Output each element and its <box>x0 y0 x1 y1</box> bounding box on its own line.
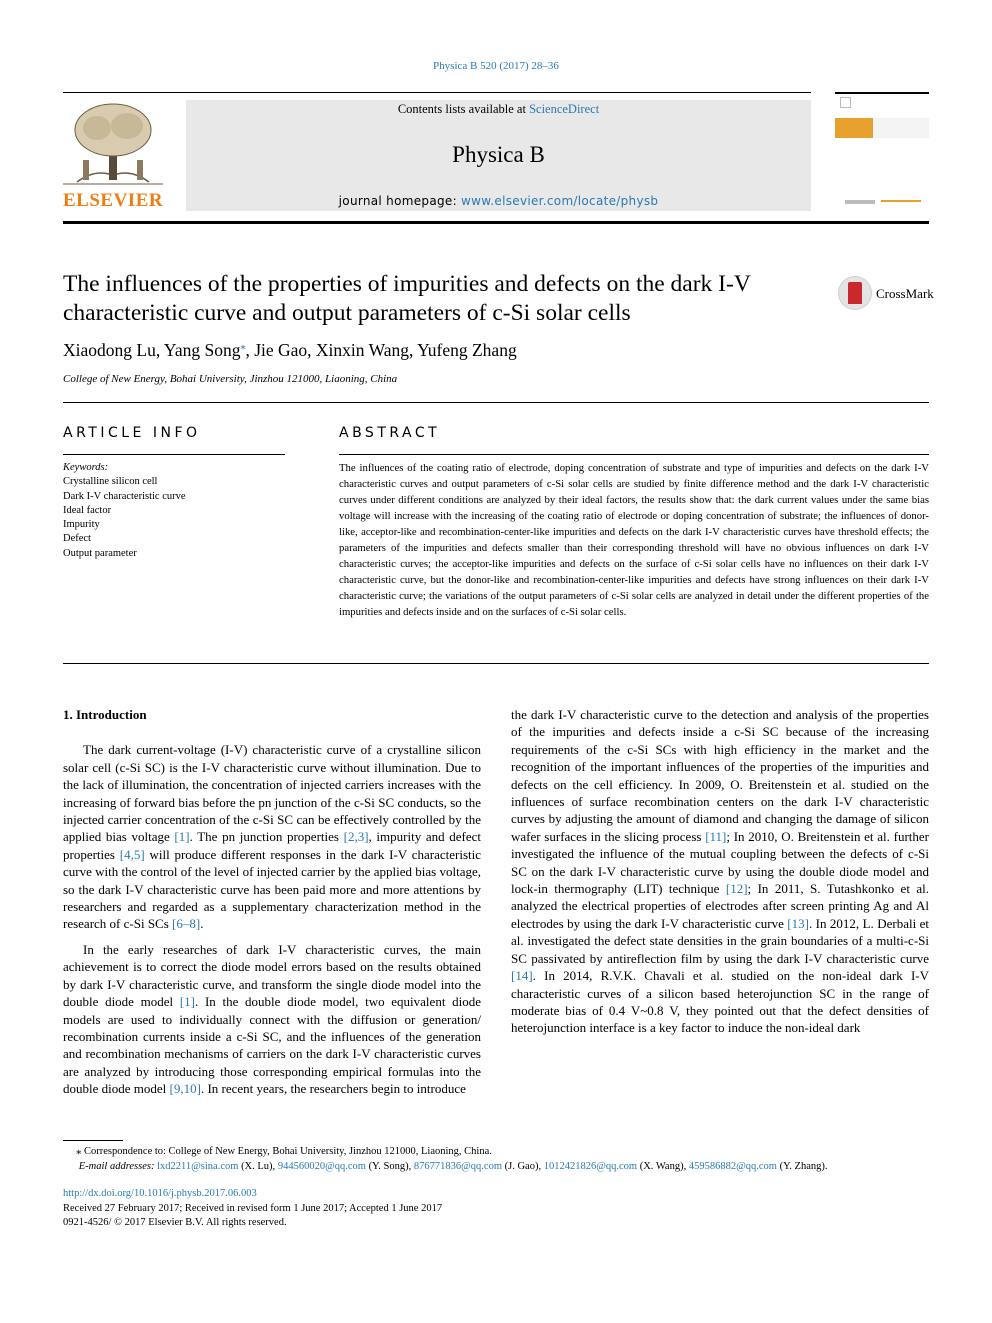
footnote-rule <box>63 1140 123 1141</box>
cover-footer-logo <box>845 200 875 204</box>
reference-link[interactable]: [14] <box>511 968 533 984</box>
journal-citation[interactable]: Physica B 520 (2017) 28–36 <box>433 60 559 72</box>
cover-title-block <box>835 118 873 138</box>
cover-mini-logo <box>840 97 851 108</box>
doi-link[interactable]: http://dx.doi.org/10.1016/j.physb.2017.06.003 <box>63 1188 257 1199</box>
crossmark-button[interactable] <box>838 276 938 312</box>
corresponding-author-mark[interactable]: ⁎ <box>240 341 246 353</box>
footnotes <box>63 1144 929 1174</box>
paragraph-text: In 2014, R.V.K. Chavali et al. studied on the non-ideal dark I-V characteristic curves of a silicon based heterojunction SC in the range of moderate bias of 0.4 V~0.8 V, they pointed out that the defect densities of heterojunction interface is a key factor to induce the non-ideal dark <box>511 968 929 1036</box>
cover-footer-rule <box>881 200 921 202</box>
reference-link[interactable]: [4,5] <box>119 846 145 862</box>
keyword-item: Crystalline silicon cell <box>63 476 158 488</box>
correspondence-text: Correspondence to: College of New Energy, Bohai University, Jinzhou 121000, Liaoning, China. <box>81 1146 492 1157</box>
authors-part-1: Xiaodong Lu, Yang Song <box>63 340 241 360</box>
reference-link[interactable]: [9,10] <box>169 1081 201 1097</box>
homepage-line <box>186 194 811 208</box>
email-addresses <box>63 1159 929 1174</box>
abstract-heading: ABSTRACT <box>339 425 441 441</box>
email-link[interactable]: 1012421826@qq.com <box>543 1161 638 1172</box>
journal-name: Physica B <box>452 142 545 167</box>
elsevier-logo[interactable] <box>63 100 163 212</box>
contents-line <box>186 102 811 117</box>
paragraph-text: . In recent years, the researchers begin to introduce <box>200 1081 466 1097</box>
affiliation: College of New Energy, Bohai University, Jinzhou 121000, Liaoning, China <box>63 373 398 385</box>
email-owner: (Y. Zhang). <box>776 1161 828 1172</box>
received-dates: Received 27 February 2017; Received in revised form 1 June 2017; Accepted 1 June 2017 <box>63 1202 443 1214</box>
paragraph-text: In 2012, L. Derbali et al. investigated the defect state densities in the grain boundaries of a multi-c-Si SC passivated by antireflection film by using the dark I-V characteristic curve <box>511 915 929 966</box>
section-heading-introduction: 1. Introduction <box>63 707 147 722</box>
email-owner: (Y. Song), <box>365 1161 414 1172</box>
paragraph-text: will produce different responses in the dark I-V characteristic curve with the control of the level of injected carrier by the applied bias voltage, so the dark I-V characteristic curve has been paid more and more attentions by researchers and regarded as a supplementary characterization method in the research of c-Si SCs <box>63 846 481 932</box>
paragraph-text: In 2011, S. Tutashkonko et al. analyzed the electrical properties of electrodes after screen printing Ag and Al electrodes by using the dark I-V characteristic curve <box>511 881 929 931</box>
contents-prefix: Contents lists available at <box>397 102 530 116</box>
email-owner: (X. Lu), <box>238 1161 278 1172</box>
keywords-list <box>63 475 285 561</box>
correspondence-note <box>63 1144 929 1159</box>
body-column-left <box>63 706 481 1098</box>
reference-link[interactable]: [1] <box>174 829 190 845</box>
authors-part-2: , Jie Gao, Xinxin Wang, Yufeng Zhang <box>245 340 517 360</box>
article-info-rule <box>63 454 285 455</box>
paragraph-text: , impurity and defect properties <box>63 829 482 862</box>
email-owner: (J. Gao), <box>502 1161 544 1172</box>
crossmark-icon <box>838 276 872 310</box>
email-label: E-mail addresses: <box>78 1161 158 1172</box>
abstract-rule <box>339 454 929 455</box>
journal-homepage-link[interactable]: www.elsevier.com/locate/physb <box>461 194 659 208</box>
email-link[interactable]: 459586882@qq.com <box>688 1161 777 1172</box>
email-link[interactable]: 876771836@qq.com <box>413 1161 502 1172</box>
paragraph-text: In the early researches of dark I-V characteristic curves, the main achievement is to correct the diode model errors based on the results obtained by dark I-V characteristic curve, and transform the single diode model into the double diode model <box>63 941 481 1010</box>
article-title: The influences of the properties of impurities and defects on the dark I-V characteristic curve and output parameters of c-Si solar cells <box>63 271 751 326</box>
body-column-right <box>511 706 929 1037</box>
abstract-text: The influences of the coating ratio of electrode, doping concentration of substrate and type of impurities and defects on the dark I-V characteristic curves and output parameters of c-Si solar cells are studied by finite difference method and the dark I-V characteristic curves under different conditions are analyzed by their ideal factors, the results show that: the dark current values under the same bias voltage will increase with the increasing of the coating ratio of electrode or doping concentration of substrate; the influences of donor-like, acceptor-like and recombination-center-like impurities and defects on the dark I-V characteristic curves have threshold effects; the parameters of the impurities and defects smaller than their corresponding threshold will have no obvious influences on dark I-V characteristic curves; the acceptor-like impurities and defects on the surface of c-Si solar cells have no influences on their dark I-V characteristic curve, but the donor-like and recombination-center-like impurities and defects have strong influences on their dark I-V characteristic curve; the variations of the output parameters of c-Si solar cells are analyzed in detail under the different properties of the impurities and defects inside and on the surfaces of c-Si solar cells. <box>339 462 929 618</box>
paragraph-text: . The pn junction properties <box>189 829 344 845</box>
cover-top-bar <box>835 92 929 94</box>
sciencedirect-link[interactable]: ScienceDirect <box>529 102 600 116</box>
abstract-end-rule <box>63 663 929 664</box>
intro-paragraph-2 <box>63 941 481 1098</box>
keyword-item: Ideal factor <box>63 504 112 516</box>
article-info-heading: ARTICLE INFO <box>63 425 201 441</box>
homepage-prefix: journal homepage: <box>338 194 462 208</box>
copyright: 0921-4526/ © 2017 Elsevier B.V. All rights reserved. <box>63 1217 287 1228</box>
paragraph-text: . In the double diode model, two equivalent diode models are used to individually connect with the diffusion or generation/ recombination currents inside a c-Si SC, and the influences of the generation and recombination mechanisms of carriers on the dark I-V characteristic curves are analyzed by introducing those corresponding empirical formulas into the double diode model <box>63 994 481 1097</box>
reference-link[interactable]: [2,3] <box>343 829 369 845</box>
email-link[interactable]: lxd2211@sina.com <box>157 1161 239 1172</box>
paragraph-text: ; <box>747 881 752 897</box>
elsevier-wordmark: ELSEVIER <box>63 190 164 211</box>
paragraph-text: . <box>808 915 813 931</box>
reference-link[interactable]: [11] <box>705 828 727 844</box>
reference-link[interactable]: [12] <box>725 881 748 897</box>
intro-paragraph-1 <box>63 741 481 932</box>
correspondence-mark: ⁎ <box>76 1146 82 1157</box>
reference-link[interactable]: [1] <box>179 994 195 1010</box>
keyword-item: Output parameter <box>63 547 137 559</box>
keyword-item: Defect <box>63 533 91 545</box>
paragraph-text: the dark I-V characteristic curve to the detection and analysis of the properties of the impurities and defects inside a c-Si SC because of the increasing requirements of the c-Si SCs with high efficiency in the market and the recognition of the important influences of the properties of the impurities and defects on the cell efficiency. In 2009, O. Breitenstein et al. studied on the influences of surface recombination centers on the dark I-V characteristic curves by adjusting the amount of diamond and changing the damage of silicon wafer surfaces in the slicing process <box>511 707 929 844</box>
journal-cover-thumbnail[interactable] <box>835 92 929 210</box>
article-info-top-rule <box>63 402 929 403</box>
journal-masthead <box>186 100 811 211</box>
paragraph-text: . <box>200 916 204 932</box>
paragraph-text: ; <box>726 828 730 844</box>
email-link[interactable]: 944560020@qq.com <box>277 1161 366 1172</box>
paragraph-text: The dark current-voltage (I-V) characteristic curve of a crystalline silicon solar cell (c-Si SC) is the I-V characteristic curve without illumination. Due to the lack of illumination, the concentration of injected carriers increases with the increasing of forward bias before the pn junction of the c-Si SC conducts, so the injected carrier concentration of the c-Si SC can be effectively controlled by the applied bias voltage <box>63 742 481 845</box>
reference-link[interactable]: [13] <box>787 915 809 931</box>
keyword-item: Impurity <box>63 519 100 531</box>
paragraph-text: In 2010, O. Breitenstein et al. further investigated the influence of the mutual coupling between the defects of c-Si SC on the dark I-V characteristic curve by using the double diode model and lock-in thermography (LIT) technique <box>511 828 929 897</box>
author-list <box>63 340 823 361</box>
elsevier-tree-icon <box>63 100 163 188</box>
keyword-item: Dark I-V characteristic curve <box>63 490 186 502</box>
crossmark-label: CrossMark <box>876 286 934 301</box>
publication-info <box>63 1187 929 1231</box>
keywords-block <box>63 461 285 561</box>
paragraph-text: . <box>532 968 536 984</box>
reference-link[interactable]: [6–8] <box>172 916 201 932</box>
keywords-label: Keywords: <box>63 462 109 473</box>
intro-paragraph-2-continued <box>511 706 929 1037</box>
header-bottom-rule <box>63 221 929 224</box>
header-top-rule <box>63 92 811 93</box>
email-owner: (X. Wang), <box>637 1161 689 1172</box>
